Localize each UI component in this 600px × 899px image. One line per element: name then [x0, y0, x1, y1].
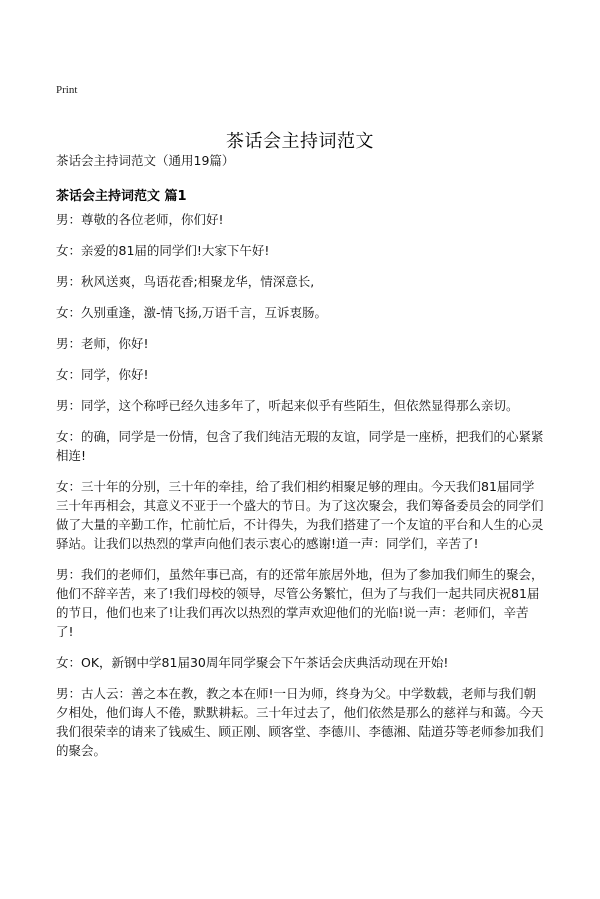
- paragraph: 男：秋风送爽，鸟语花香;相聚龙华，情深意长,: [56, 274, 315, 289]
- document-subtitle: 茶话会主持词范文（通用19篇）: [56, 153, 235, 168]
- section-heading: 茶话会主持词范文 篇1: [56, 189, 187, 204]
- paragraph: 男：尊敬的各位老师，你们好!: [56, 212, 224, 227]
- paragraph: 男：老师，你好!: [56, 336, 149, 351]
- paragraph: 女：三十年的分别，三十年的牵挂，给了我们相约相聚足够的理由。今天我们81届同学三十年再相会，其意义不亚于一个盛大的节日。为了这次聚会，我们筹备委员会的同学们做了大量的辛勤工作，忙前忙后，不计得失，为我们搭建了一个友谊的平台和人生的心灵驿站。让我们以热烈的掌声向他们表示衷心的感谢!道一声：同学们，辛苦了!: [56, 479, 544, 551]
- paragraph: 男：古人云：善之本在教，教之本在师!一日为师，终身为父。中学数载，老师与我们朝夕相处，他们诲人不倦，默默耕耘。三十年过去了，他们依然是那么的慈祥与和蔼。今天我们很荣幸的请来了钱威生、顾正刚、顾客堂、李德川、李德湘、陆道芬等老师参加我们的聚会。: [56, 686, 544, 758]
- paragraph: 女：OK，新钢中学81届30周年同学聚会下午茶话会庆典活动现在开始!: [56, 655, 449, 670]
- paragraph: 男：同学，这个称呼已经久违多年了，听起来似乎有些陌生，但依然显得那么亲切。: [56, 398, 519, 413]
- paragraph: 男：我们的老师们，虽然年事已高，有的还常年旅居外地，但为了参加我们师生的聚会，他们不辞辛苦，来了!我们母校的领导，尽管公务繁忙，但为了与我们一起共同庆祝81届的节日，他们也来了!让我们再次以热烈的掌声欢迎他们的光临!说一声：老师们，辛苦了!: [56, 567, 544, 639]
- print-label: Print: [56, 84, 78, 96]
- paragraph: 女：同学，你好!: [56, 367, 149, 382]
- paragraph: 女：的确，同学是一份情，包含了我们纯洁无瑕的友谊，同学是一座桥，把我们的心紧紧相连!: [56, 429, 544, 463]
- paragraph: 女：久别重逢，激-情飞扬,万语千言，互诉衷肠。: [56, 305, 327, 320]
- paragraph: 女：亲爱的81届的同学们!大家下午好!: [56, 243, 270, 258]
- page-title: 茶话会主持词范文: [226, 131, 374, 153]
- document-body: [56, 210, 546, 772]
